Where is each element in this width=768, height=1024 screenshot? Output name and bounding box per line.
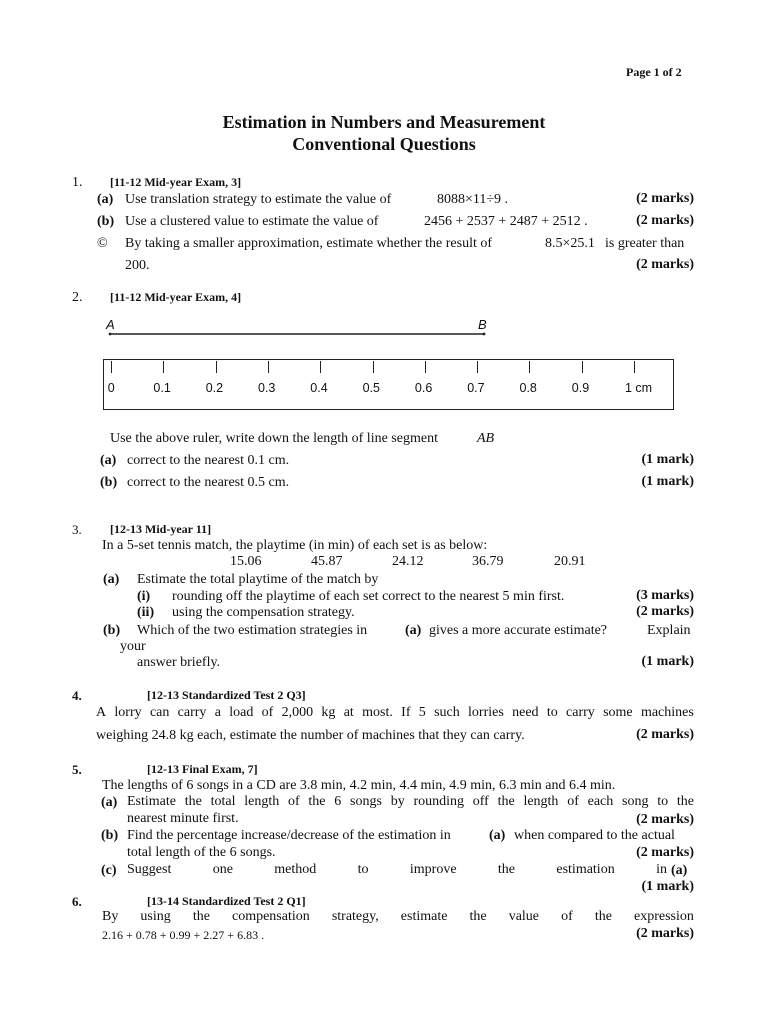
marks: (2 marks) [636,845,694,860]
question-text: The lengths of 6 songs in a CD are 3.8 min, 4.2 min, 4.4 min, 4.9 min, 6.3 min and 6.4 min. [102,778,616,793]
part-text: Use a clustered value to estimate the value of [125,214,379,229]
ruler-label: 0.4 [310,381,328,395]
ruler-label: 0.3 [258,381,276,395]
question-source: [12-13 Mid-year 11] [110,522,212,536]
part-text: nearest minute first. [127,811,239,826]
word: the [469,909,487,924]
question-source: [13-14 Standardized Test 2 Q1] [147,894,306,908]
word: each [587,794,614,809]
part-text-line [127,862,667,878]
data-value: 15.06 [230,554,262,569]
question-text-line: weighing 24.8 kg each, estimate the number of machines that they can carry. [96,728,525,743]
math-expression: 8.5×25.1 [545,236,595,251]
ruler-label: 0.9 [571,381,590,395]
word: If [401,705,411,720]
page-title: Estimation in Numbers and Measurement [222,112,546,132]
ruler-label: 0 [107,381,115,395]
part-label: (a) [101,795,118,810]
word: using [140,909,171,924]
question-number: 1. [72,175,83,190]
word: one [212,862,233,877]
question-source: [11-12 Mid-year Exam, 4] [110,290,242,304]
word: value [508,909,540,924]
question-number: 6. [72,894,82,909]
ruler-tick [425,361,426,373]
word: rounding [413,794,464,809]
subpart-text: rounding off the playtime of each set correct to the nearest 5 min first. [172,589,565,604]
segment-name: AB [477,431,495,446]
ruler-tick [477,361,478,373]
marks: (1 mark) [641,474,694,489]
ruler-label: 1 cm [625,381,653,395]
word: 6 [334,794,342,809]
part-text: By taking a smaller approximation, estimate whether the result of [125,236,493,251]
marks: (1 mark) [641,452,694,467]
word: some [603,705,633,720]
word: Estimate [127,794,176,809]
word: estimate [400,909,448,924]
question-text-line [102,909,694,925]
word: 5 [418,705,426,720]
line-segment-ab [0,0,768,420]
part-label: (a) [103,572,120,587]
ruler-tick [111,361,112,373]
word: compensation [231,909,310,924]
word: such [434,705,460,720]
word: machines [640,705,694,720]
math-expression: 2.16 + 0.78 + 0.99 + 2.27 + 6.83 . [102,928,265,942]
subpart-label: (i) [137,589,151,604]
word: by [390,794,405,809]
marks: (2 marks) [636,257,694,272]
ruler-label: 0.7 [467,381,485,395]
part-text: total length of the 6 songs. [127,845,276,860]
marks: (1 mark) [641,879,694,894]
word: the [594,909,612,924]
part-text: gives a more accurate estimate? [429,623,608,638]
word: Suggest [127,862,172,877]
data-value: 24.12 [392,554,424,569]
part-text: Explain [647,623,691,638]
subpart-text: using the compensation strategy. [172,605,355,620]
page-number: Page 1 of 2 [626,65,682,79]
word: song [622,794,649,809]
part-text: Estimate the total playtime of the match by [137,572,379,587]
ruler-tick [320,361,321,373]
word: most. [362,705,393,720]
part-label: © [97,236,108,251]
word: carry [177,705,207,720]
word: kg [321,705,336,720]
part-label: (a) [100,453,117,468]
word: to [657,794,669,809]
question-number: 2. [72,290,83,305]
part-label: (b) [103,623,121,638]
word: expression [633,909,694,924]
question-source: [12-13 Final Exam, 7] [147,762,258,776]
word: the [676,794,694,809]
word: of [567,794,579,809]
marks: (3 marks) [636,588,694,603]
marks: (2 marks) [636,191,694,206]
ruler-tick [268,361,269,373]
part-text: 200. [125,258,150,273]
part-label: (a) [97,192,114,207]
ruler-tick [634,361,635,373]
question-source: [12-13 Standardized Test 2 Q3] [147,688,306,702]
word: 2,000 [281,705,314,720]
part-text: Which of the two estimation strategies in [137,623,368,638]
ruler-label: 0.6 [414,381,433,395]
part-text-line [127,794,694,810]
marks: (2 marks) [636,926,694,941]
word: of [561,909,573,924]
ruler-tick [216,361,217,373]
math-expression: 8088×11÷9 . [437,192,509,207]
word: in [656,862,667,877]
word: improve [409,862,457,877]
ruler-label: 0.2 [205,381,224,395]
part-text: correct to the nearest 0.1 cm. [127,453,290,468]
word: carry [566,705,595,720]
point-b-label: B [478,317,487,332]
word: of [261,705,274,720]
marks: (2 marks) [636,727,694,742]
ruler-label: 0.8 [519,381,537,395]
part-label: (b) [97,214,115,229]
word: estimation [556,862,615,877]
word: can [149,705,170,720]
word: lorries [468,705,504,720]
ruler-tick [529,361,530,373]
word: method [274,862,317,877]
word: a [214,705,221,720]
word: length [244,794,280,809]
ruler-label: 0.5 [362,381,380,395]
word: of [288,794,300,809]
question-text: In a 5-set tennis match, the playtime (in min) of each set is as below: [102,538,488,553]
part-reference: (a) [671,863,688,878]
part-label: (b) [101,828,119,843]
word: off [472,794,489,809]
question-number: 5. [72,762,82,777]
part-reference: (a) [405,623,422,638]
word: to [357,862,369,877]
part-text: Use translation strategy to estimate the value of [125,192,392,207]
word: length [523,794,559,809]
data-value: 36.79 [472,554,504,569]
word: the [308,794,326,809]
marks: (2 marks) [636,213,694,228]
part-text: when compared to the actual [514,828,675,843]
part-text: your [120,639,146,654]
marks: (2 marks) [636,812,694,827]
page-subtitle: Conventional Questions [292,134,476,154]
word: lorry [114,705,142,720]
word: the [497,862,516,877]
question-text-line [96,705,694,721]
word: need [512,705,539,720]
question-source: [11-12 Mid-year Exam, 3] [110,175,242,189]
marks: (2 marks) [636,604,694,619]
ruler-tick [163,361,164,373]
part-label: (c) [101,863,117,878]
word: at [343,705,354,720]
ruler-label: 0.1 [153,381,171,395]
word: A [96,705,107,720]
part-text: correct to the nearest 0.5 cm. [127,475,290,490]
word: the [192,909,210,924]
word: the [497,794,515,809]
part-text: Find the percentage increase/decrease of the estimation in [127,828,451,843]
math-expression: 2456 + 2537 + 2487 + 2512 . [424,214,588,229]
data-value: 45.87 [311,554,343,569]
part-text: is greater than [605,236,685,251]
ruler-tick [373,361,374,373]
word: strategy, [331,909,379,924]
data-value: 20.91 [554,554,586,569]
word: songs [350,794,382,809]
subpart-label: (ii) [137,605,155,620]
word: the [184,794,202,809]
word: total [210,794,236,809]
marks: (1 mark) [641,654,694,669]
question-text: Use the above ruler, write down the length of line segment [110,431,438,446]
word: to [546,705,558,720]
word: By [102,909,119,924]
ruler-tick [582,361,583,373]
part-text: answer briefly. [137,655,221,670]
point-a-label: A [106,317,115,332]
word: load [229,705,254,720]
part-label: (b) [100,475,118,490]
question-number: 3. [72,522,82,537]
question-number: 4. [72,688,82,703]
part-reference: (a) [489,828,506,843]
